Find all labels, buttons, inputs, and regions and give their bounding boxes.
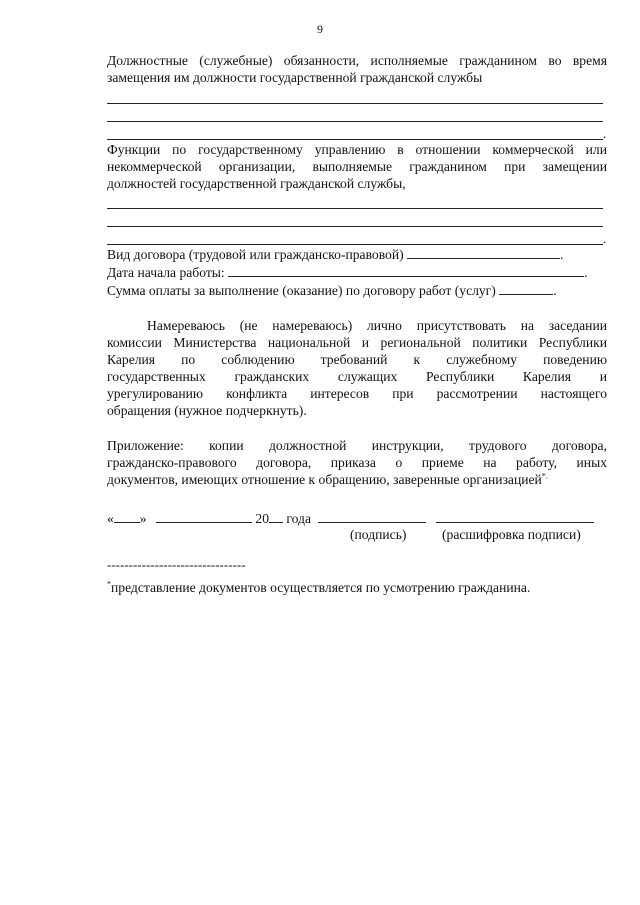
duties-answer-line-3 [107, 139, 603, 140]
functions-heading-line-3: должностей государственной гражданской службы, [107, 176, 406, 191]
duties-heading-line-2: замещения им должности государственной гражданской службы [107, 70, 483, 85]
functions-heading-line-1: Функции по государственному управлению в отношении коммерческой или [107, 142, 607, 157]
intent-line-1: Намереваюсь (не намереваюсь) лично присутствовать на заседании [147, 318, 607, 333]
intent-line-4: государственных гражданских служащих Республики Карелия и [107, 369, 607, 384]
payment-row [107, 282, 607, 299]
duties-heading-line-1: Должностные (служебные) обязанности, исполняемые гражданином во время [107, 53, 607, 68]
functions-answer-line-2 [107, 226, 603, 227]
end-period: . [603, 231, 607, 246]
end-period: . [603, 126, 607, 141]
signature-decoding-blank [436, 510, 594, 523]
attachment-line-1: Приложение: копии должностной инструкции, трудового договора, [107, 438, 607, 453]
footnote-mark: * [107, 579, 111, 589]
open-quote: « [107, 511, 114, 526]
day-blank [114, 510, 140, 523]
signature-date-row [107, 510, 594, 527]
signature-blank [318, 510, 426, 523]
end-period: . [584, 265, 588, 280]
contract-type-blank [407, 246, 560, 259]
year-suffix: года [286, 511, 311, 526]
start-date-row [107, 264, 607, 281]
start-date-blank [228, 264, 584, 277]
year-blank [269, 510, 283, 523]
month-blank [156, 510, 252, 523]
functions-answer-line-1 [107, 208, 603, 209]
intent-line-5: урегулированию конфликта интересов при рассмотрении настоящего [107, 386, 607, 401]
year-prefix: 20 [255, 511, 269, 526]
attachment-line-3-text: документов, имеющих отношение к обращению, заверенные организацией [107, 472, 542, 487]
attachment-line-2: гражданско-правового договора, приказа о приеме на работу, иных [107, 455, 607, 470]
duties-answer-line-1 [107, 103, 603, 104]
intent-line-2: комиссии Министерства национальной и региональной политики Республики [107, 335, 607, 350]
functions-heading-line-2: некоммерческой организации, выполняемые гражданином при замещении [107, 159, 607, 174]
payment-label: Сумма оплаты за выполнение (оказание) по договору работ (услуг) [107, 283, 496, 298]
footnote [107, 580, 530, 596]
page-number: 9 [317, 22, 323, 36]
attachment-line-3 [107, 471, 607, 488]
functions-answer-line-3 [107, 244, 603, 245]
contract-type-label: Вид договора (трудовой или гражданско-правовой) [107, 247, 404, 262]
intent-line-3: Карелия по соблюдению требований к служебному поведению [107, 352, 607, 367]
contract-type-row [107, 246, 607, 263]
end-period: . [560, 247, 564, 262]
intent-line-6: обращения (нужное подчеркнуть). [107, 403, 307, 418]
start-date-label: Дата начала работы: [107, 265, 225, 280]
signature-decoding-caption: (расшифровка подписи) [442, 527, 581, 542]
attachment-footnote-mark: *. [541, 471, 548, 481]
end-period: . [553, 283, 557, 298]
footnote-text: представление документов осуществляется по усмотрению гражданина. [111, 580, 531, 595]
footnote-separator: -------------------------------- [107, 557, 246, 572]
close-quote: » [139, 511, 147, 526]
payment-blank [499, 282, 553, 295]
duties-answer-line-2 [107, 121, 603, 122]
signature-caption: (подпись) [350, 527, 407, 542]
